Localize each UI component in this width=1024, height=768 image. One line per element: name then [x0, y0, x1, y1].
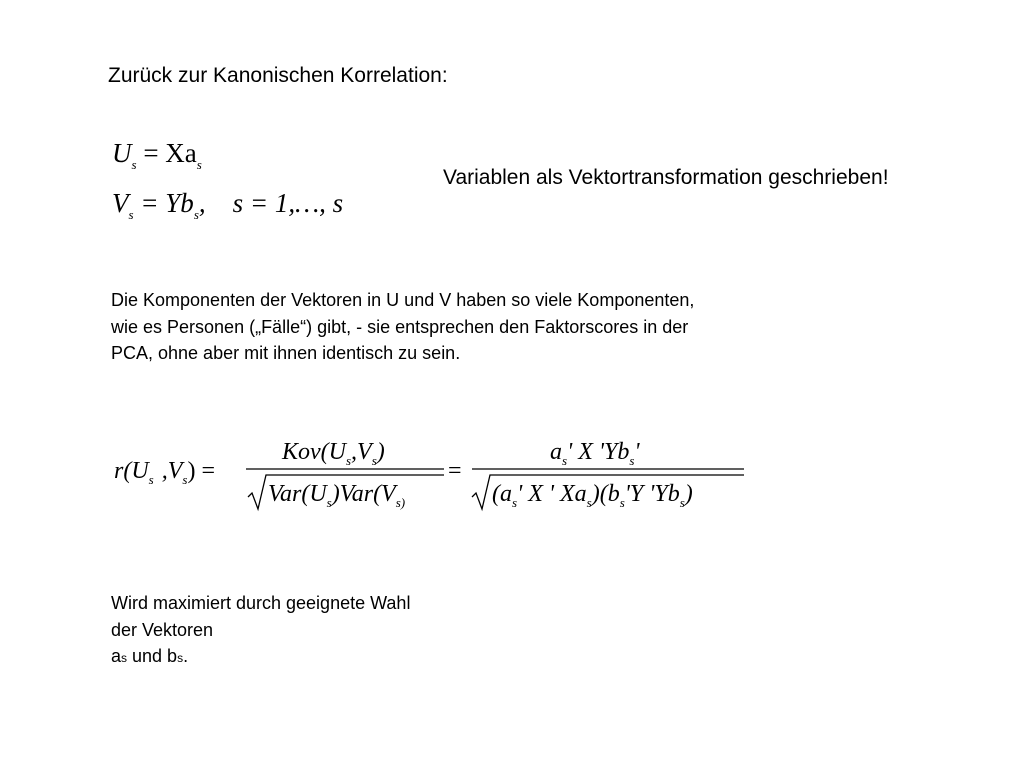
note-maximization	[111, 590, 431, 672]
note2-and: und b	[127, 646, 178, 666]
corr-equals: =	[448, 458, 462, 484]
eq2-lhs-sub: s	[128, 207, 134, 222]
equation-us	[112, 138, 202, 172]
eq2-tail: , s = 1,…, s	[198, 188, 344, 218]
correlation-formula	[100, 425, 760, 525]
slide-title: Zurück zur Kanonischen Korrelation:	[108, 64, 448, 87]
note-vector-transformation: Variablen als Vektortransformation geschrieben!	[443, 166, 889, 189]
eq1-lhs-sub: s	[131, 157, 137, 172]
note2-a: a	[111, 646, 122, 666]
corr-frac1-numerator: $Kov(U_s,V_s)$	[282, 439, 385, 468]
corr-frac2-numerator: $a_s'$ X '$Yb_s$'	[550, 439, 640, 468]
eq1-lhs: U	[112, 138, 132, 168]
note2-a-sub: s	[121, 651, 128, 665]
note2-text: Wird maximiert durch geeignete Wahl der Vektoren	[111, 593, 411, 640]
note2-end: .	[183, 646, 189, 666]
corr-lhs: $r(U_s$ $,V_s$) =	[114, 458, 215, 487]
eq1-rhs-sub: s	[196, 157, 202, 172]
eq2-rhs: = Yb	[140, 188, 194, 218]
eq2-lhs: V	[112, 188, 129, 218]
eq1-rhs: = Xa	[143, 138, 197, 168]
equation-vs	[112, 188, 344, 222]
paragraph-components: Die Komponenten der Vektoren in U und V haben so viele Komponenten, wie es Personen („Fälle“) gibt, - sie entsprechen den Faktorscores in der PCA, ohne aber mit ihnen identisch zu sein.	[111, 290, 695, 363]
corr-frac2-denominator: ($a_s'$ X ' $Xa_s)(b_s'Y$ '$Yb_s$)	[492, 481, 693, 510]
eq2-rhs-sub: s	[193, 207, 199, 222]
note2-b-sub: s	[177, 651, 184, 665]
corr-frac1-denominator: $Var(U_s)Var(V_{s)}$	[268, 481, 406, 510]
